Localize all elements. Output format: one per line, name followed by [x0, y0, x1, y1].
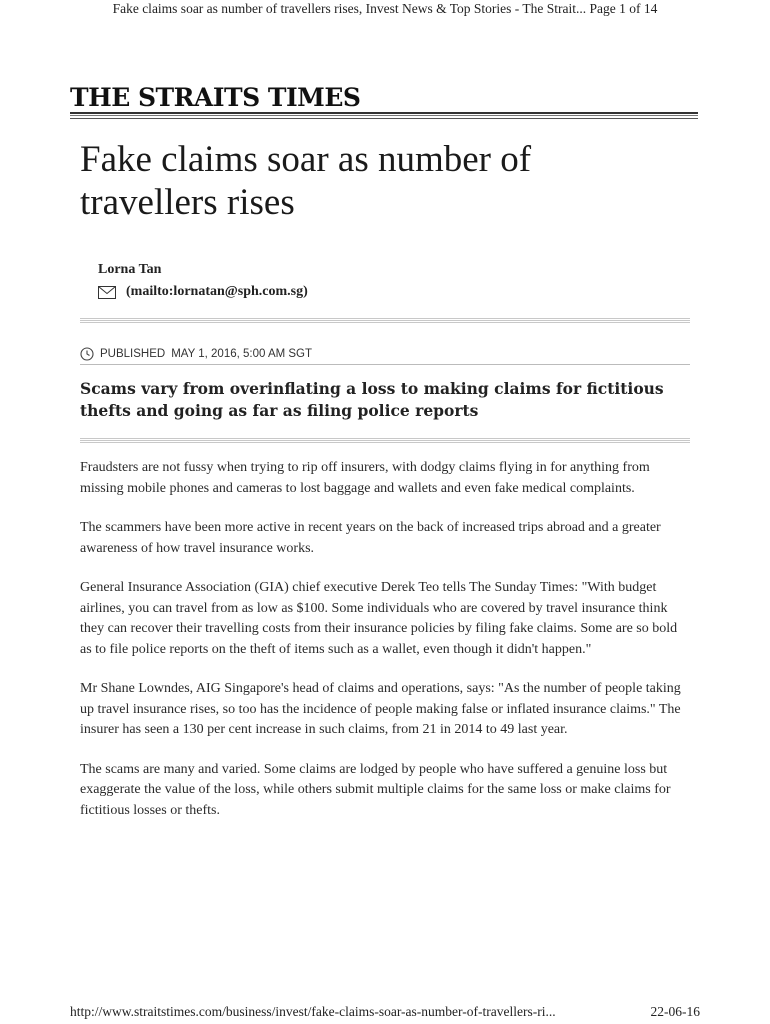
envelope-icon[interactable]: [98, 286, 116, 299]
article-standfirst: Scams vary from overinflating a loss to making claims for fictitious thefts and going as far as filing police reports: [80, 379, 664, 420]
author-email-link[interactable]: (mailto:lornatan@sph.com.sg): [126, 284, 308, 299]
author-email-row[interactable]: [98, 283, 308, 301]
author-name[interactable]: Lorna Tan: [98, 262, 162, 277]
article-body: [80, 458, 692, 840]
body-paragraph: General Insurance Association (GIA) chief executive Derek Teo tells The Sunday Times: "With budget airlines, you can travel from as low as $100. Some individuals who are covered by travel insurance think they can recover their travelling costs from their insurance policies by filing fake claims. Some are so bold as to file police reports on the theft of items such as a wallet, even though it didn't happen.": [80, 580, 678, 657]
article-headline: Fake claims soar as number of travellers rises: [80, 139, 532, 223]
body-paragraph: The scammers have been more active in recent years on the back of increased trips abroad and a greater awareness of how travel insurance works.: [80, 520, 661, 556]
published-divider: [80, 364, 690, 365]
body-paragraph: Mr Shane Lowndes, AIG Singapore's head of claims and operations, says: "As the number of people taking up travel insurance rises, so too has the incidence of people making false or inflated insurance claims." The insurer has seen a 130 per cent increase in such claims, from 21 in 2014 to 49 last year.: [80, 681, 681, 737]
published-line: [80, 346, 312, 362]
clock-icon: [80, 347, 94, 361]
section-divider: [80, 318, 690, 323]
body-paragraph: The scams are many and varied. Some claims are lodged by people who have suffered a genuine loss but exaggerate the value of the loss, while others submit multiple claims for the same loss or make claims for fictitious losses or thefts.: [80, 761, 671, 818]
print-footer: [70, 1004, 700, 1022]
published-date: MAY 1, 2016, 5:00 AM SGT: [171, 348, 313, 360]
standfirst-divider: [80, 438, 690, 443]
footer-date: 22-06-16: [650, 1004, 700, 1019]
masthead-divider: [70, 112, 698, 119]
masthead-logo[interactable]: THE STRAITS TIMES: [70, 83, 361, 112]
print-header: Fake claims soar as number of travellers rises, Invest News & Top Stories - The Strait... Page 1 of 14: [112, 1, 658, 16]
published-label: PUBLISHED: [100, 348, 166, 360]
footer-url: http://www.straitstimes.com/business/invest/fake-claims-soar-as-number-of-travellers-ri...: [70, 1004, 556, 1019]
body-paragraph: Fraudsters are not fussy when trying to rip off insurers, with dodgy claims flying in for anything from missing mobile phones and cameras to lost baggage and wallets and even fake medical complaints.: [80, 460, 650, 496]
